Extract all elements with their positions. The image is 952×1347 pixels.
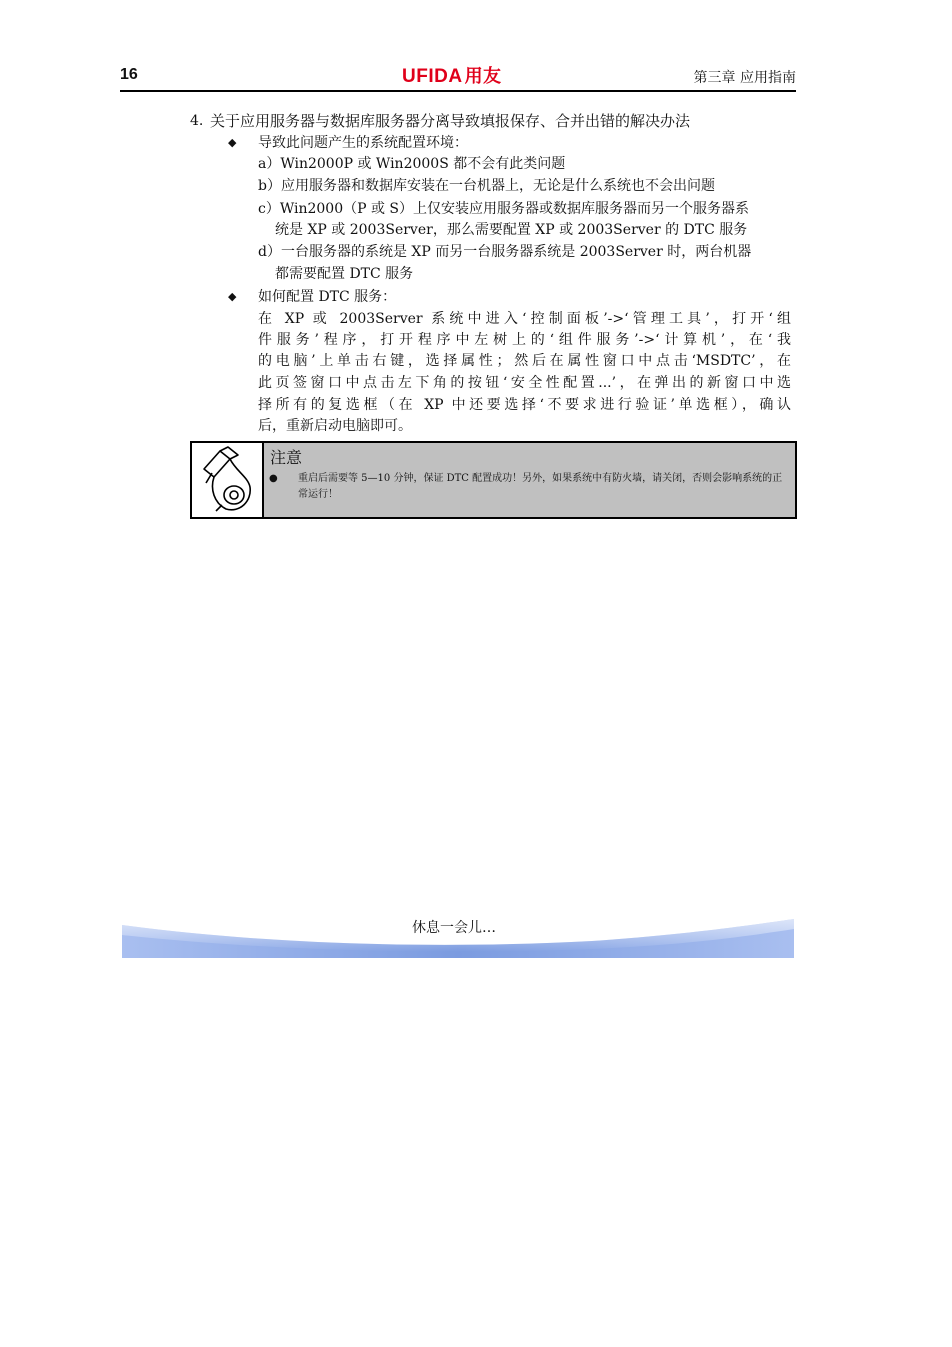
note-bullet-icon: ● — [269, 473, 278, 484]
item-d-line1: d）一台服务器的系统是 XP 而另一台服务器系统是 2003Server 时，两台机器 — [258, 244, 752, 260]
page-header — [120, 62, 796, 92]
logo-cn-text: 用友 — [464, 66, 502, 86]
diamond-bullet-icon: ◆ — [228, 290, 237, 303]
item-b: b）应用服务器和数据库安装在一台机器上，无论是什么系统也不会出问题 — [258, 178, 715, 194]
para-line-5: 择所有的复选框（在 XP 中还要选择‘不要求进行验证’单选框），确认 — [258, 397, 791, 413]
item-d-line2: 都需要配置 DTC 服务 — [275, 266, 414, 282]
rest-text: 休息一会儿… — [412, 920, 496, 936]
note-box — [190, 441, 797, 519]
item-c-line1: c）Win2000（P 或 S）上仅安装应用服务器或数据库服务器而另一个服务器系 — [258, 201, 750, 217]
para-line-3: 的电脑’上单击右键，选择属性；然后在属性窗口中点击‘MSDTC’，在 — [258, 353, 791, 369]
note-title: 注意 — [270, 448, 303, 467]
para-line-4: 此页签窗口中点击左下角的按钮‘安全性配置...’，在弹出的新窗口中选 — [258, 375, 791, 391]
note-text: 重启后需要等 5—10 分钟，保证 DTC 配置成功！另外，如果系统中有防火墙，请关闭，否则会影响系统的正常运行！ — [298, 473, 783, 500]
item-c-line2: 统是 XP 或 2003Server，那么需要配置 XP 或 2003Server 的 DTC 服务 — [275, 222, 748, 238]
chapter-title: 第三章 应用指南 — [693, 70, 796, 86]
bullet-environment: 导致此问题产生的系统配置环境： — [258, 135, 468, 151]
para-line-2: 件服务’程序，打开程序中左树上的‘组件服务’->‘计算机’，在‘我 — [258, 332, 791, 348]
note-content — [264, 443, 795, 517]
para-line-6: 后，重新启动电脑即可。 — [258, 418, 412, 434]
page-number: 16 — [120, 66, 138, 83]
logo-text: UFIDA — [402, 66, 463, 87]
ufida-logo — [402, 62, 502, 88]
section-number: 4. — [190, 113, 204, 129]
item-a: a）Win2000P 或 Win2000S 都不会有此类问题 — [258, 156, 566, 172]
section-title: 关于应用服务器与数据库服务器分离导致填报保存、合并出错的解决办法 — [210, 112, 691, 130]
megaphone-icon — [192, 443, 264, 517]
bullet-how-to: 如何配置 DTC 服务： — [258, 289, 397, 305]
para-line-1: 在 XP 或 2003Server 系统中进入‘控制面板’->‘管理工具’，打开‘组 — [258, 311, 791, 327]
diamond-bullet-icon: ◆ — [228, 136, 237, 149]
